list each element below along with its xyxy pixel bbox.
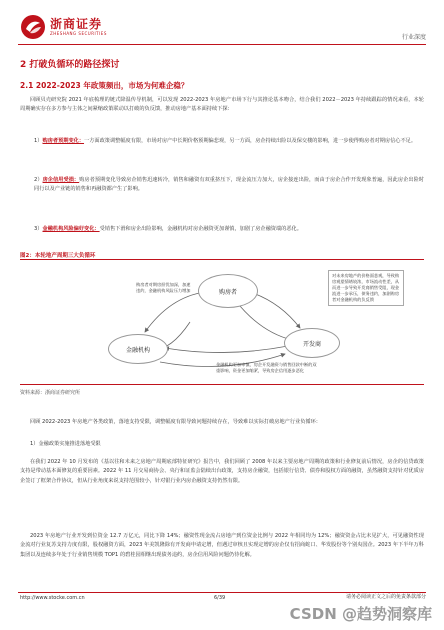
footer-divider	[18, 592, 426, 593]
page-number: 6/39	[214, 595, 226, 601]
logo-text-en: ZHESHANG SECURITIES	[50, 31, 107, 36]
negative-cycle-diagram	[20, 262, 424, 382]
list-item-text: 购房者预期变化导致房企销售迅速转冷，销售和融资有双重挤压下，现金流压力加大，房企接连出险，而由于房企合作开发现象普遍，因此房企出险时同行以及产业链的销售和再融资都产生了影响。	[34, 177, 424, 193]
list-item-text: 一方面政策调整幅度有限，市场对房产中长期价格预期偏悲观，另一方面，房企持续出险以及保交楼的影响，进一步使得购房者对期房信心不足。	[84, 138, 417, 144]
list-item-label: 金融机构风险偏好变化：	[42, 226, 100, 232]
footer-disclaimer: 请务必阅读正文之后的免责条款部分	[345, 594, 426, 600]
node-buyer: 购房者	[198, 274, 258, 308]
figure-top-rule	[20, 259, 424, 260]
subsection-heading: 2.1 2022-2023 年政策频出，市场为何难企稳？	[20, 81, 189, 90]
node-developer: 开发商	[284, 328, 340, 358]
figure-source: 资料来源：浙商证券研究所	[20, 390, 81, 396]
logo	[20, 14, 107, 40]
note-bottom: 金融机构更加审慎，房企开发融资与销售回款中断的双重影响，资金更加缩紧，导致房企信用逐步恶化	[216, 362, 317, 373]
watermark: CSDN @趋势洞察库	[289, 605, 432, 623]
node-finance: 金融机构	[108, 334, 168, 364]
logo-mark-icon	[20, 14, 46, 40]
paragraph-finance-policy: 在我们 2022 年 10 月发布的《基以往和未来之房地产周期底部特征研究》报告中，我们回顾了 2008 年以来主要房地产周期的政策和行业修复前后情况，房企的信贷政策支持是带动基本面修复的重要因素。2022 年 11 月交易商协会、央行和证监会陆续出台政策，支持房企融资，包括银行信贷、债券和股权方面的融资，虽然融资支持针对优质房企签订了框架合作协议，但从行业角度来说支持范围较小，针对银行业内房企融资支持仍然有限。	[20, 459, 424, 484]
list-item-label: 房企信用受损：	[42, 177, 80, 183]
header-divider	[18, 44, 426, 45]
logo-text	[50, 18, 107, 36]
section-heading: 2 打破负循环的路径探讨	[20, 60, 120, 70]
list-item-label: 购房者预期变化：	[42, 138, 85, 144]
list-item-2	[34, 176, 424, 195]
paragraph-intro: 回顾贝壳研究院 2021 年底梳理的链式降温传导机制，可以发现 2022-2023 年房地产市场下行与其推论基本吻合，结合我们 2022－2023 年持续跟踪的情况来看，本轮周期确实存在多方参与主体之间紧缩政策联动以打破的负反馈，推动房地产基本面持续下探：	[20, 97, 424, 113]
list-item-number: 1）	[34, 138, 43, 144]
figure-bottom-rule	[20, 384, 424, 385]
paragraph-subpoint: 1）金融政策实施推进落地受限	[30, 441, 101, 447]
paragraph-funding: 2023 年房地产行业开发到位资金 12.7 万亿元，同比下降 14%；融资性现金流占房地产到位资金比例与 2022 年相同均为 12%；融资资金占比未见扩大，可见融资性现金流对行业复苏支持力度有限，股权融资方面，2023 年美凯隆除有开发商申请定增，但遇过审核且实现定增的房企仅有招商蛇口、华发股份等个别央国企。2023 年下半年万科集团以及连续多年处于行业销售规模 TOP1 的碧桂园相继出现债务违约，房企信用风险问题仍待化解。	[20, 533, 424, 558]
list-item-1	[34, 137, 424, 146]
list-item-number: 2）	[34, 177, 43, 183]
note-right: 对未来房地产的价格面悲观，导致购房观望情绪较浓，市场流动性差，从而进一步导致开发商销售受阻，现金流进一步承压，债务违约，加剧购房者对金融机构的负反馈	[328, 270, 404, 306]
page-header	[0, 0, 444, 50]
report-type: 行业深度	[401, 34, 426, 41]
logo-text-cn: 浙商证券	[50, 17, 103, 31]
figure-title: 图2：本轮地产周期三大负循环	[20, 253, 96, 259]
list-item-3	[34, 225, 424, 234]
list-item-text: 受销售下滑和房企出险影响，金融机构对房企融资更加谨慎，加剧了房企融资端的恶化。	[99, 226, 302, 232]
paragraph-policy-review: 回顾 2022-2023 年房地产各类政策，落地支持受限，调整幅度有限导致问题持续存在，导致难以实际打破房地产行业负循环：	[30, 419, 321, 425]
note-left: 购房者对期房担忧加深，加速违约，金融机构风险压力增加	[136, 282, 191, 293]
list-item-number: 3）	[34, 226, 43, 232]
footer-url-link[interactable]: http://www.stocke.com.cn	[20, 595, 85, 601]
